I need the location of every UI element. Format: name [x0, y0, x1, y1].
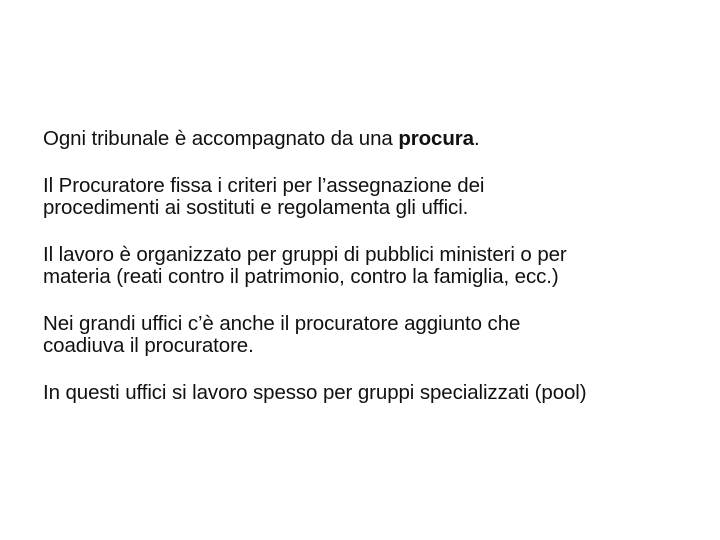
slide-body [43, 128, 703, 429]
paragraph-grandi-uffici [43, 313, 703, 357]
paragraph-line: materia (reati contro il patrimonio, contro la famiglia, ecc.) [43, 265, 559, 288]
paragraph-line: Nei grandi uffici c’è anche il procuratore aggiunto che [43, 312, 521, 335]
paragraph-procuratore [43, 175, 703, 219]
paragraph-line: procedimenti ai sostituti e regolamenta gli uffici. [43, 196, 469, 219]
paragraph-line: Il lavoro è organizzato per gruppi di pubblici ministeri o per [43, 243, 567, 266]
paragraph-text: Ogni tribunale è accompagnato da una [43, 127, 399, 150]
paragraph-pool [43, 382, 703, 404]
paragraph-procura [43, 128, 703, 150]
paragraph-line: Il Procuratore fissa i criteri per l’assegnazione dei [43, 174, 485, 197]
emphasis-procura: procura [398, 127, 474, 150]
paragraph-lavoro [43, 244, 703, 288]
paragraph-line: In questi uffici si lavoro spesso per gruppi specializzati (pool) [43, 381, 587, 404]
paragraph-line: coadiuva il procuratore. [43, 334, 254, 357]
paragraph-suffix: . [473, 127, 480, 150]
